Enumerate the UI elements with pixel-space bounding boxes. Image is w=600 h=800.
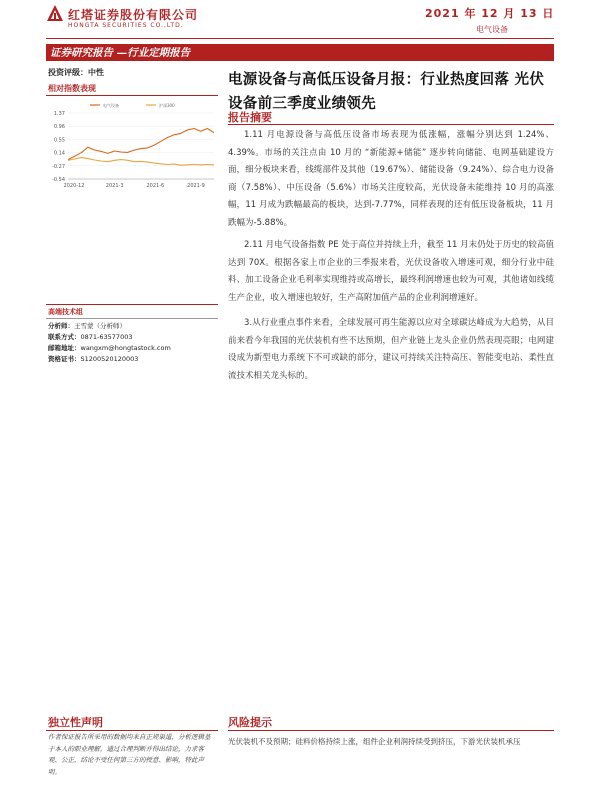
analyst-cert-label: 资格证书： bbox=[48, 355, 81, 363]
report-date: 2021 年 12 月 13 日 bbox=[425, 7, 555, 20]
report-industry: 电气设备 bbox=[476, 25, 508, 34]
analyst-phone: 0871-63577003 bbox=[80, 333, 133, 341]
company-logo-icon bbox=[46, 4, 64, 22]
chart-title: 相对指数表现 bbox=[48, 84, 96, 93]
investment-rating: 投资评级：中性 bbox=[48, 68, 104, 77]
analyst-email-label: 邮箱地址： bbox=[48, 344, 81, 352]
relative-index-chart bbox=[46, 99, 218, 191]
analyst-name: 王雪蒙（分析师） bbox=[74, 322, 126, 330]
analyst-email-row bbox=[48, 343, 171, 354]
company-name-en: HONGTA SECURITIES CO.,LTD. bbox=[68, 22, 184, 29]
analyst-cert-row bbox=[48, 354, 171, 365]
company-name: 红塔证券股份有限公司 bbox=[68, 8, 199, 22]
summary-paragraph-2: 2.11 月电气设备指数 PE 处于高位并持续上升，截至 11 月末仍处于历史的较高值达到 70X。根据各家上市企业的三季报来看，光伏设备收入增速可观，细分行业中硅料、加工设备企业毛利率实现维持或高增长，最终利润增速也较为可观，其他诸如线缆生产企业，收入增速也较好，生产高附加值产品的企业利润增速好。 bbox=[228, 240, 554, 303]
legend-label: 电气设备 bbox=[103, 103, 119, 108]
report-title: 电源设备与高低压设备月报：行业热度回落 光伏设备前三季度业绩领先 bbox=[228, 71, 545, 112]
y-tick-label: 1.37 bbox=[53, 111, 65, 117]
independence-heading: 独立性声明 bbox=[48, 716, 103, 729]
y-tick-label: 0.14 bbox=[53, 150, 65, 157]
summary-heading: 报告摘要 bbox=[228, 111, 272, 124]
x-tick-label: 2021-3 bbox=[105, 183, 124, 189]
risk-heading: 风险提示 bbox=[228, 716, 272, 729]
team-divider-bottom bbox=[46, 318, 218, 319]
analyst-info bbox=[48, 321, 171, 365]
risk-divider bbox=[228, 730, 554, 731]
risk-text: 光伏装机不及预期；硅料价格持续上涨，组件企业利润持续受到挤压，下游光伏装机承压 bbox=[228, 737, 521, 746]
series-line-2 bbox=[68, 158, 214, 166]
header-divider bbox=[46, 38, 554, 39]
summary-divider bbox=[228, 124, 554, 125]
chart-title-divider bbox=[46, 95, 218, 96]
page-header bbox=[0, 0, 600, 44]
analyst-phone-label: 联系方式： bbox=[48, 333, 81, 341]
y-tick-label: -0.54 bbox=[52, 177, 65, 183]
analyst-name-row bbox=[48, 321, 171, 332]
legend-label: 沪深300 bbox=[159, 103, 175, 108]
team-label: 高端技术组 bbox=[48, 308, 83, 316]
x-tick-label: 2020-12 bbox=[63, 183, 85, 189]
analyst-phone-row bbox=[48, 332, 171, 343]
summary-paragraph-3: 3.从行业重点事件来看，全球发展可再生能源以应对全球碳达峰成为大趋势，从目前来看今年我国的光伏装机有些不达预期，但产业链上龙头企业仍然表现亮眼；电网建设成为新型电力系统下不可或缺的部分，建议可持续关注特高压、智能变电站、柔性直流技术相关龙头标的。 bbox=[228, 318, 554, 381]
analyst-email[interactable]: wangxm@hongtastock.com bbox=[80, 344, 171, 352]
report-type-banner bbox=[46, 44, 554, 61]
series-line-1 bbox=[68, 129, 214, 160]
y-tick-label: -0.27 bbox=[52, 163, 65, 170]
y-tick-label: 0.96 bbox=[53, 124, 65, 131]
team-divider-top bbox=[46, 304, 218, 305]
analyst-cert: S1200520120003 bbox=[80, 355, 139, 363]
summary-paragraph-1: 1.11 月电源设备与高低压设备市场表现为低涨幅，涨幅分别达到 1.24%、4.39%。市场的关注点由 10 月的 “新能源+储能” 逐步转向储能、电网基础建设方面，细分板块来看，线缆部件及其他（19.67%）、储能设备（9.24%）、综合电力设备商（7.58%）、中压设备（5.6%）市场关注度较高，光伏设备未能维持 10 月的高涨幅，11 月成为跌幅最高的板块，达到-7.77%，同样表现的还有低压设备板块，11 月跌幅为-5.88%。 bbox=[228, 130, 554, 228]
y-tick-label: 0.55 bbox=[53, 137, 65, 144]
report-type-text: 证券研究报告 —行业定期报告 bbox=[50, 47, 191, 59]
x-tick-label: 2021-6 bbox=[146, 183, 165, 189]
independence-divider bbox=[46, 730, 218, 731]
x-tick-label: 2021-9 bbox=[187, 183, 205, 189]
analyst-name-label: 分析师： bbox=[48, 322, 74, 330]
independence-text: 作者保证报告所采用的数据均来自正规渠道，分析逻辑基于本人的职业理解，通过合理判断并得出结论，力求客观、公正，结论不受任何第三方的授意、影响，特此声明。 bbox=[48, 733, 211, 776]
